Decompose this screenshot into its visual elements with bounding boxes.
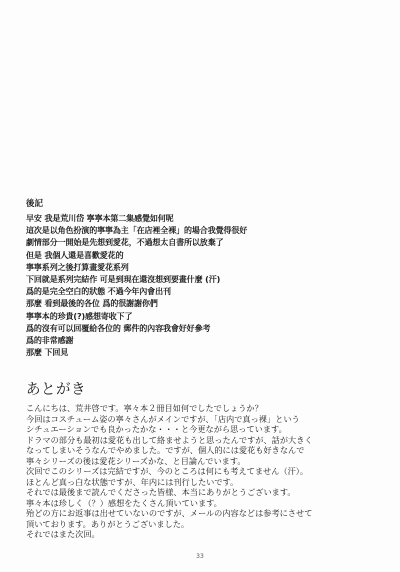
- japanese-line: 次回でこのシリーズは完結ですが、今のところは何にも考えてません（汗）。: [26, 466, 309, 476]
- japanese-line: 殆どの方にお返事は出せていないのですが、メールの内容などは参考にさせて: [26, 508, 313, 518]
- japanese-line: 今回はコスチューム姿の寧々さんがメインですが、「店内で真っ裸」という: [26, 413, 300, 424]
- japanese-line: なってしまいそうなんでやめました。ですが、個人的には愛花も好きなんで: [26, 445, 305, 455]
- chinese-line: 爲的沒有可以回覆給各位的 郵件的內容我會好好參考: [26, 323, 211, 333]
- chinese-line: 下回就是系列完結作 可是到現在還沒想到要畫什麼 (汗): [26, 275, 221, 285]
- japanese-line: 寧々本は珍しく（？）感想をたくさん頂いています。: [26, 497, 222, 508]
- chinese-line: 但是 我個人還是喜歡愛花的: [26, 250, 124, 260]
- japanese-line: シチュエーションでも良かったかな・・・と今更ながら思っています。: [26, 424, 287, 434]
- page-number: 33: [196, 553, 204, 560]
- chinese-line: 早安 我是荒川岱 寧寧本第二集感覺如何呢: [26, 214, 174, 223]
- japanese-line: それでは最後まで読んでくださった皆様、本当にありがとうございます。: [26, 487, 296, 497]
- chinese-afterword: [26, 198, 356, 359]
- japanese-line: ドラマの部分も最初は愛花も出して絡ませようと思ったんですが、話が大きく: [26, 434, 313, 445]
- chinese-afterword-heading: 後記: [26, 199, 44, 209]
- japanese-line: それではまた次回。: [26, 529, 100, 539]
- chinese-line: 這次是以角色扮演的寧寧為主「在店裡全裸」的場合我覺得很好: [26, 226, 248, 236]
- chinese-line: 寧寧本的珍貴(?)感想寄收下了: [26, 311, 133, 321]
- chinese-line: 爲的非常感謝: [26, 336, 74, 346]
- japanese-line: 寧々シリーズの後は愛花シリーズかな、と目論んでいます。: [26, 455, 246, 466]
- chinese-line: 劇情部分一開始是先想到愛花，不過想太自書所以放棄了: [26, 238, 224, 248]
- japanese-afterword-heading: あとがき: [26, 382, 86, 398]
- chinese-line: 那麼 下回見: [26, 348, 69, 358]
- japanese-afterword: [26, 380, 386, 540]
- japanese-line: ほとんど真っ白な状態ですが、年内には刊行したいです。: [26, 476, 239, 487]
- japanese-line: 頂いております。ありがとうございました。: [26, 518, 190, 529]
- chinese-line: 爲的是完全空白的狀態 不過今年內會出刊: [26, 287, 171, 297]
- chinese-line: 寧寧系列之後打算畫愛花系列: [26, 262, 129, 272]
- chinese-line: 那麼 看到最後的各位 爲的很謝謝你們: [26, 299, 158, 309]
- japanese-line: こんにちは、荒井啓です。寧々本２冊目如何でしたでしょうか？: [26, 403, 263, 413]
